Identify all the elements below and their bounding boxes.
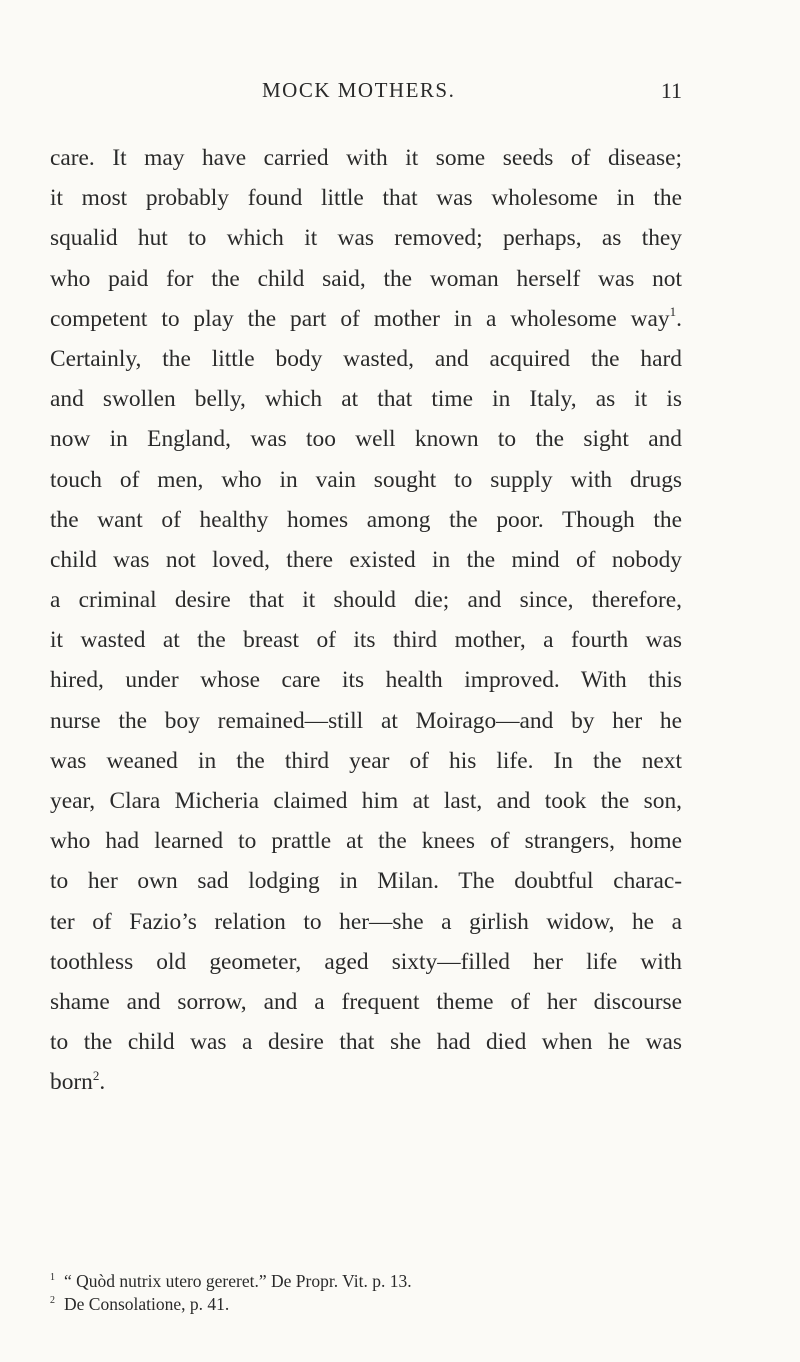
text-line: squalid hut to which it was removed; perhaps, as they bbox=[50, 225, 682, 252]
text-line: the want of healthy homes among the poor. Though the bbox=[50, 506, 682, 533]
text-line: hired, under whose care its health improved. With this bbox=[50, 667, 682, 694]
footnote bbox=[50, 1293, 682, 1316]
footnotes bbox=[50, 1270, 682, 1316]
footnote-ref-1: 1 bbox=[669, 303, 677, 319]
footnote bbox=[50, 1270, 682, 1293]
running-head bbox=[52, 78, 690, 108]
footnote-text: De Consolatione, p. 41. bbox=[64, 1294, 230, 1314]
running-title: MOCK MOTHERS. bbox=[262, 78, 456, 102]
text-line: to the child was a desire that she had died when he was bbox=[50, 1029, 682, 1056]
text-line-with-footnote-ref bbox=[50, 1062, 682, 1102]
text-line-tail: . bbox=[676, 305, 682, 332]
page-number: 11 bbox=[660, 78, 682, 103]
footnote-text: “ Quòd nutrix utero gereret.” De Propr. Vit. p. 13. bbox=[64, 1271, 412, 1291]
text-line-content: competent to play the part of mother in a wholesome way bbox=[50, 305, 670, 332]
text-line-content: born bbox=[50, 1069, 93, 1096]
footnote-mark: 1 bbox=[50, 1272, 55, 1283]
text-line-tail: . bbox=[99, 1069, 106, 1096]
text-line-with-footnote-ref bbox=[50, 299, 682, 339]
text-line: it most probably found little that was wholesome in the bbox=[50, 185, 682, 212]
footnote-ref-2: 2 bbox=[92, 1067, 100, 1083]
text-line: shame and sorrow, and a frequent theme of her discourse bbox=[50, 988, 682, 1015]
text-line: a criminal desire that it should die; and since, therefore, bbox=[50, 587, 682, 614]
text-line: toothless old geometer, aged sixty—filled her life with bbox=[50, 948, 682, 975]
text-line: and swollen belly, which at that time in Italy, as it is bbox=[50, 386, 682, 413]
text-line: nurse the boy remained—still at Moirago—and by her he bbox=[50, 707, 682, 734]
text-line: child was not loved, there existed in the mind of nobody bbox=[50, 546, 682, 573]
text-line: who paid for the child said, the woman herself was not bbox=[50, 265, 682, 292]
text-line: who had learned to prattle at the knees of strangers, home bbox=[50, 828, 682, 855]
text-line: touch of men, who in vain sought to supply with drugs bbox=[50, 466, 682, 493]
body-text bbox=[50, 138, 682, 1103]
text-line: ter of Fazio’s relation to her—she a girlish widow, he a bbox=[50, 908, 682, 935]
text-line: care. It may have carried with it some seeds of disease; bbox=[50, 145, 682, 171]
footnote-mark: 2 bbox=[50, 1295, 55, 1306]
text-line: to her own sad lodging in Milan. The doubtful charac- bbox=[50, 868, 682, 895]
text-line: year, Clara Micheria claimed him at last, and took the son, bbox=[50, 788, 682, 814]
text-line: now in England, was too well known to the sight and bbox=[50, 426, 682, 453]
text-line: Certainly, the little body wasted, and acquired the hard bbox=[50, 345, 682, 372]
text-line: was weaned in the third year of his life. In the next bbox=[50, 747, 682, 774]
text-line: it wasted at the breast of its third mother, a fourth was bbox=[50, 627, 682, 654]
